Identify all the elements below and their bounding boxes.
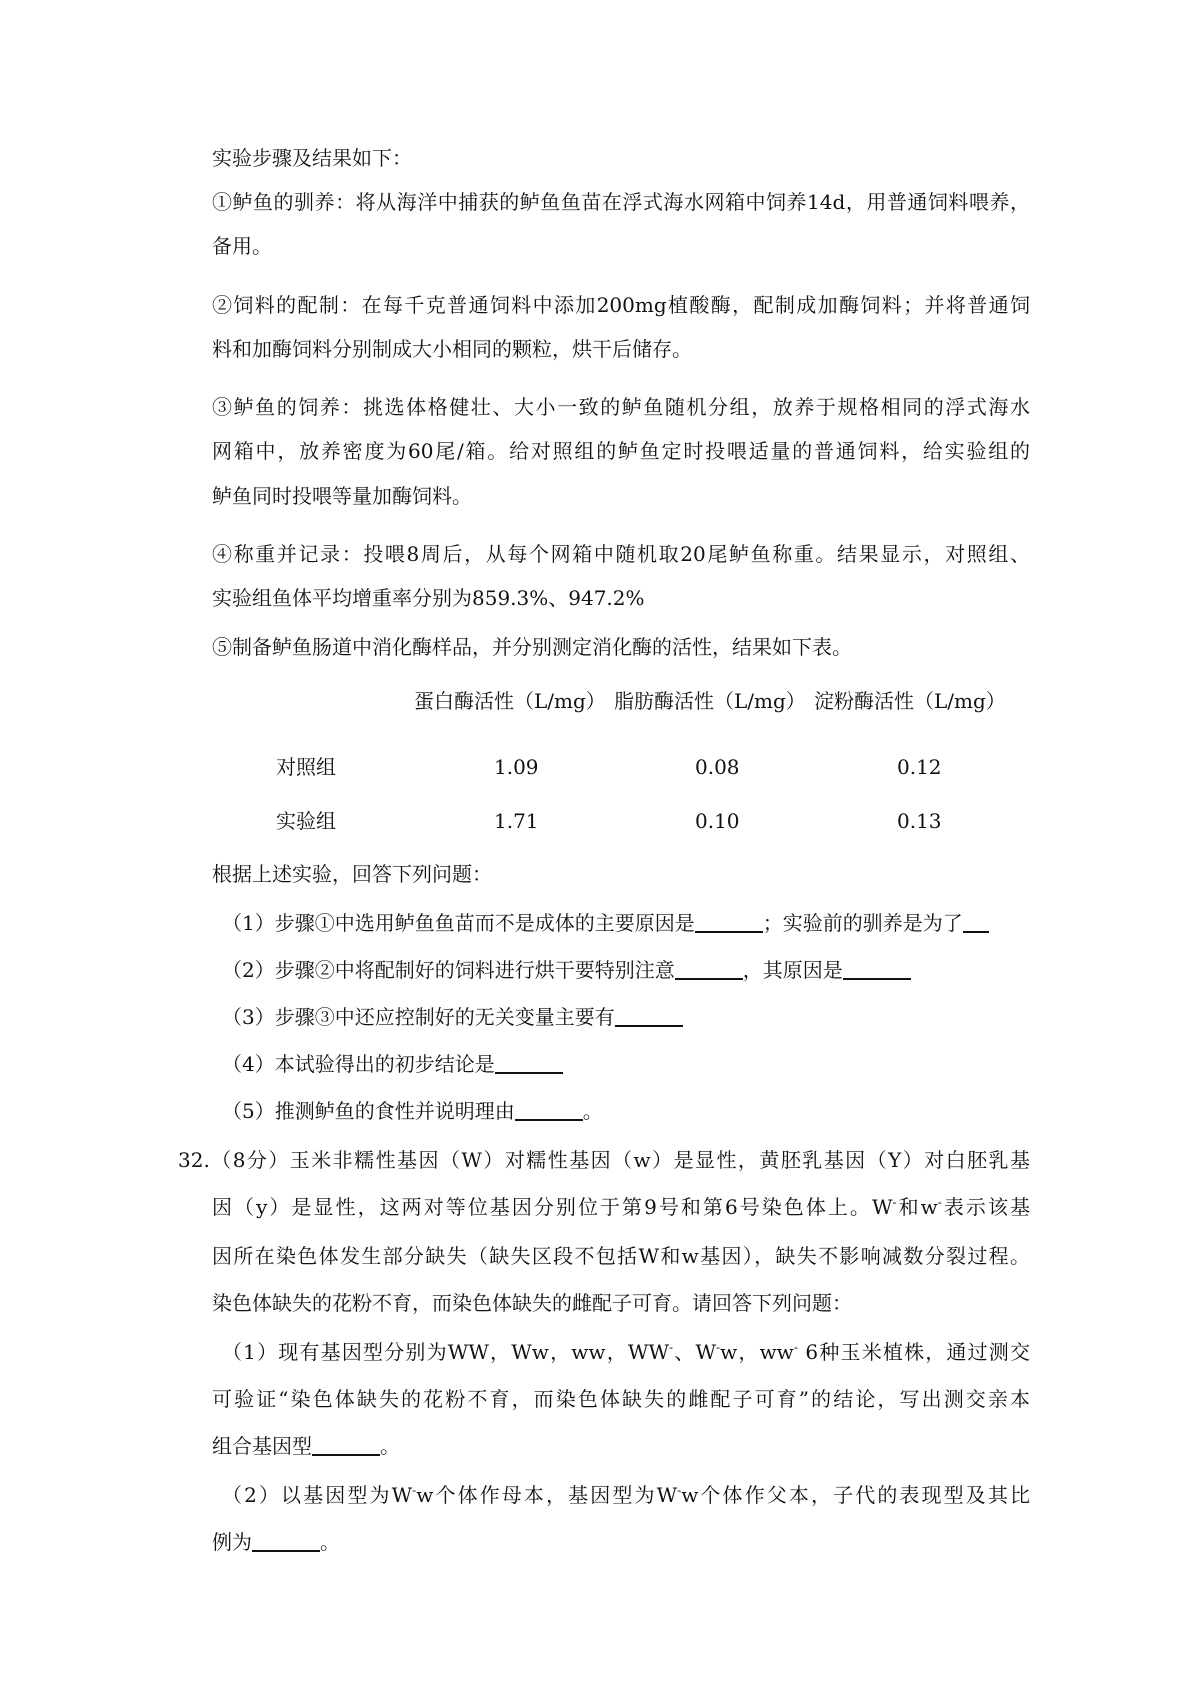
table-header-lipase: 脂肪酶活性（L/mg） <box>614 689 806 713</box>
answer-blank[interactable] <box>312 1432 380 1456</box>
question-5: （5）推测鲈鱼的食性并说明理由 。 <box>222 1099 603 1123</box>
table-cell: 0.08 <box>695 755 740 779</box>
problem-32-sub-1-line-1: （1）现有基因型分别为WW，Ww，ww，WW-、W-w，ww- 6种玉米植株，通过测交 <box>222 1340 1030 1364</box>
question-4: （4）本试验得出的初步结论是 <box>222 1049 1030 1079</box>
problem-32-sub-2-line-1: （2）以基因型为W-w个体作母本，基因型为W-w个体作父本，子代的表现型及其比 <box>222 1483 1030 1507</box>
table-header-amylase: 淀粉酶活性（L/mg） <box>814 689 1006 713</box>
table-header-protease: 蛋白酶活性（L/mg） <box>414 689 606 713</box>
step-2-line-2: 料和加酶饲料分别制成大小相同的颗粒，烘干后储存。 <box>212 337 692 361</box>
step-2-line-1: ②饲料的配制：在每千克普通饲料中添加200mg植酸酶，配制成加酶饲料；并将普通饲 <box>212 293 1030 317</box>
step-1-line-1: ①鲈鱼的驯养：将从海洋中捕获的鲈鱼鱼苗在浮式海水网箱中饲养14d，用普通饲料喂养， <box>212 190 1030 214</box>
table-cell: 1.09 <box>494 755 539 779</box>
step-5-line: ⑤制备鲈鱼肠道中消化酶样品，并分别测定消化酶的活性，结果如下表。 <box>212 635 852 659</box>
question-2: （2）步骤②中将配制好的饲料进行烘干要特别注意 ，其原因是 <box>222 955 1030 985</box>
problem-32-line-1: 32.（8分）玉米非糯性基因（W）对糯性基因（w）是显性，黄胚乳基因（Y）对白胚乳基 <box>178 1148 1030 1172</box>
answer-blank[interactable] <box>675 956 743 980</box>
answer-blank[interactable] <box>515 1097 583 1121</box>
answer-blank[interactable] <box>695 909 763 933</box>
table-row-label: 实验组 <box>276 809 336 833</box>
problem-32-line-4: 染色体缺失的花粉不育，而染色体缺失的雌配子可育。请回答下列问题： <box>212 1291 852 1315</box>
table-cell: 1.71 <box>494 809 539 833</box>
step-3-line-2: 网箱中，放养密度为60尾/箱。给对照组的鲈鱼定时投喂适量的普通饲料，给实验组的 <box>212 439 1030 463</box>
problem-32-sub-1-line-3: 组合基因型 。 <box>212 1434 400 1458</box>
step-3-line-3: 鲈鱼同时投喂等量加酶饲料。 <box>212 484 472 508</box>
step-4-line-2: 实验组鱼体平均增重率分别为859.3%、947.2% <box>212 586 645 610</box>
step-1-line-2: 备用。 <box>212 234 272 258</box>
problem-32-sub-2-line-2: 例为 。 <box>212 1530 340 1554</box>
problem-32-sub-1-line-2: 可验证“染色体缺失的花粉不育，而染色体缺失的雌配子可育”的结论，写出测交亲本 <box>212 1387 1030 1411</box>
problem-32-line-2: 因（y）是显性，这两对等位基因分别位于第9号和第6号染色体上。W-和w-表示该基 <box>212 1195 1030 1219</box>
table-cell: 0.10 <box>695 809 740 833</box>
answer-blank[interactable] <box>495 1050 563 1074</box>
answer-blank[interactable] <box>252 1528 320 1552</box>
table-cell: 0.12 <box>897 755 942 779</box>
table-row-label: 对照组 <box>276 755 336 779</box>
step-4-line-1: ④称重并记录：投喂8周后，从每个网箱中随机取20尾鲈鱼称重。结果显示，对照组、 <box>212 542 1030 566</box>
answer-blank[interactable] <box>843 956 911 980</box>
table-cell: 0.13 <box>897 809 942 833</box>
problem-32-line-3: 因所在染色体发生部分缺失（缺失区段不包括W和w基因），缺失不影响减数分裂过程。 <box>212 1244 1030 1268</box>
answer-blank[interactable] <box>963 909 989 933</box>
answer-blank[interactable] <box>615 1003 683 1027</box>
intro-text: 实验步骤及结果如下： <box>212 146 412 170</box>
answer-intro: 根据上述实验，回答下列问题： <box>212 862 492 886</box>
question-1: （1）步骤①中选用鲈鱼鱼苗而不是成体的主要原因是 ；实验前的驯养是为了 <box>222 908 1030 938</box>
step-3-line-1: ③鲈鱼的饲养：挑选体格健壮、大小一致的鲈鱼随机分组，放养于规格相同的浮式海水 <box>212 395 1030 419</box>
question-3: （3）步骤③中还应控制好的无关变量主要有 <box>222 1002 1030 1032</box>
